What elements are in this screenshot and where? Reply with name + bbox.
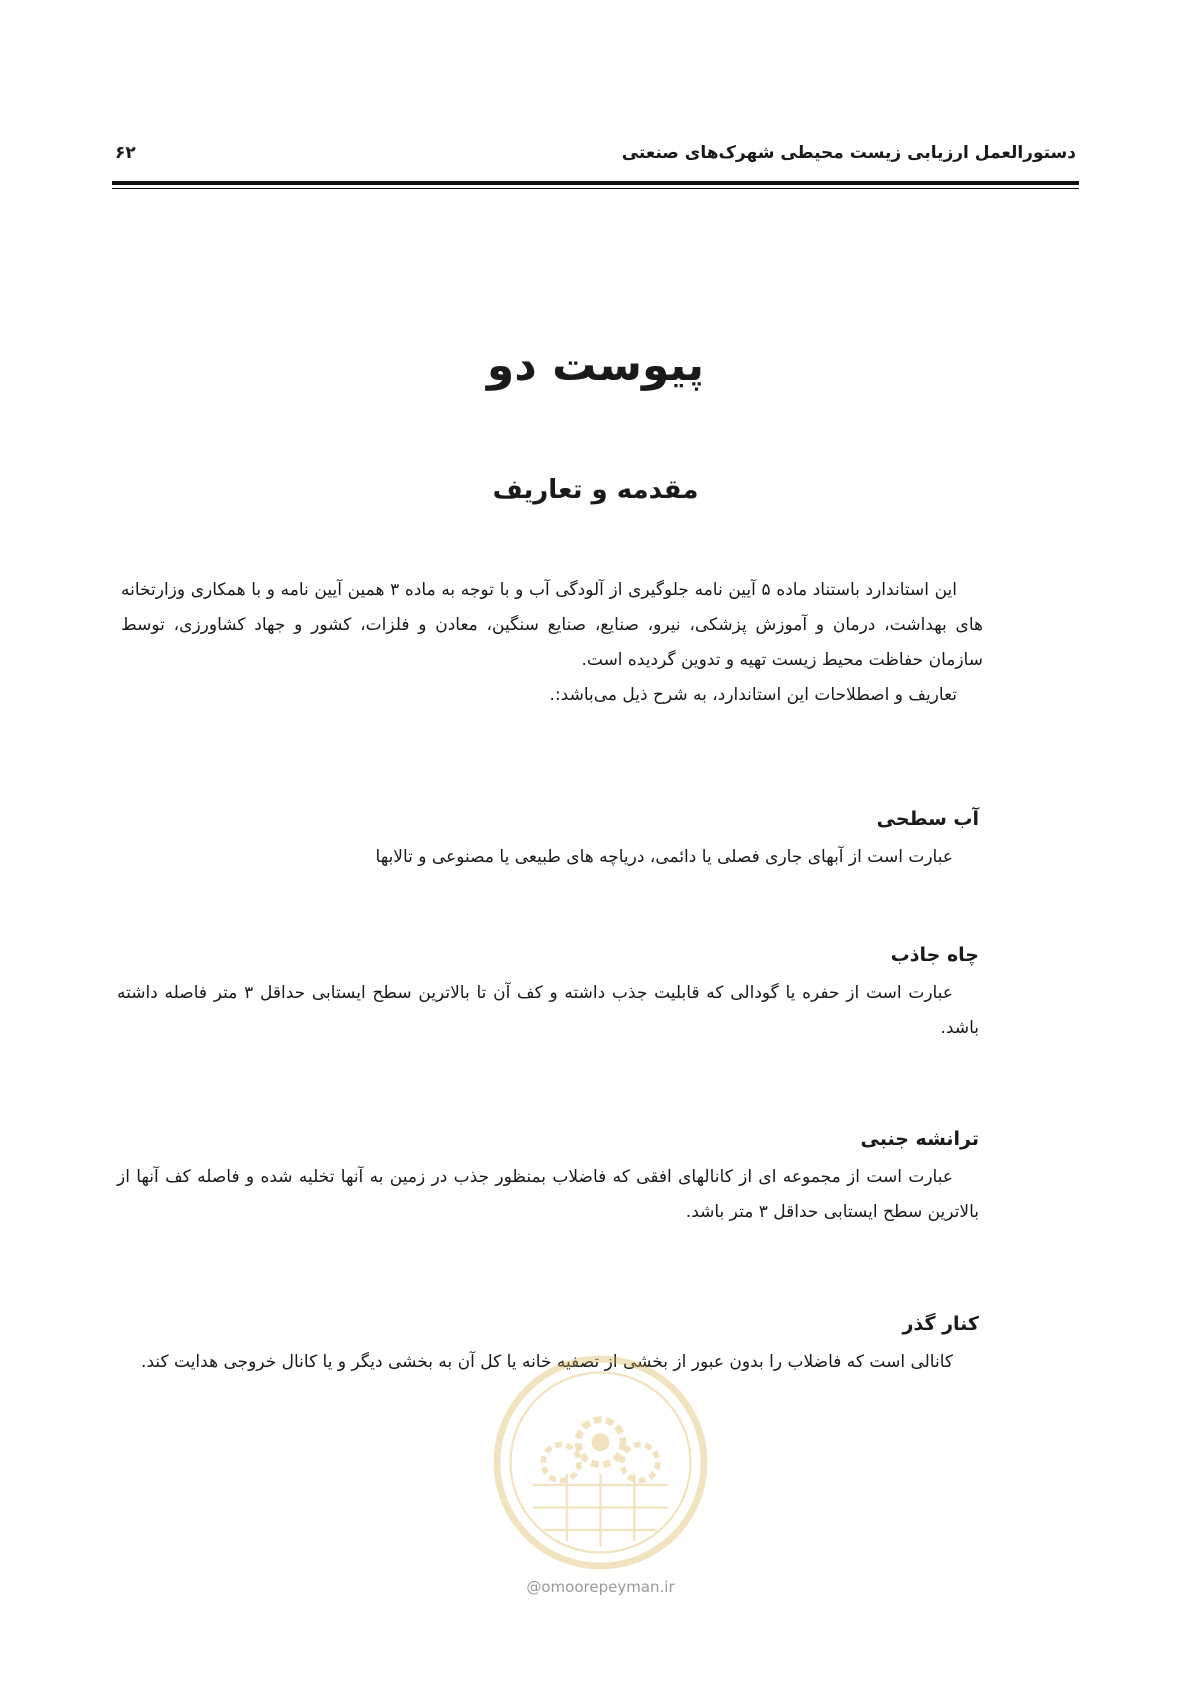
intro-paragraph-2: تعاریف و اصطلاحات این استاندارد، به شرح ذیل می‌باشد:. [549,685,957,705]
term-title: ترانشه جنبی [860,1128,979,1150]
term-title: کنار گذر [902,1313,979,1335]
term-definition: عبارت است از مجموعه ای از کانالهای افقی که فاضلاب بمنظور جذب در زمین به آنها تخلیه شده و فاصله کف آنها از بالاترین سطح ایستابی حداقل ۳ متر باشد. [117,1167,979,1222]
watermark-url: @omoorepeyman.ir [526,1578,675,1596]
term-definition: کانالی است که فاضلاب را بدون عبور از بخشی از تصفیه خانه یا کل آن به بخشی دیگر و یا کانال خروجی هدایت کند. [141,1352,953,1372]
term-title: آب سطحی [876,808,979,830]
term-side-trench [117,1128,979,1230]
term-definition: عبارت است از آبهای جاری فصلی یا دائمی، دریاچه های طبیعی یا مصنوعی و تالابها [375,847,953,867]
header-rule-thin [112,188,1079,189]
intro-paragraph-1: این استاندارد باستناد ماده ۵ آیین نامه جلوگیری از آلودگی آب و با توجه به ماده ۳ همین آیین نامه و با همکاری وزارتخانه های بهداشت، درمان و آموزش پزشکی، نیرو، صنایع، صنایع سنگین، معادن و فلزات، کشور و جهاد کشاورزی، توسط سازمان حفاظت محیط زیست تهیه و تدوین گردیده است. [121,580,983,670]
term-definition: عبارت است از حفره یا گودالی که قابلیت جذب داشته و کف آن تا بالاترین سطح ایستابی حداقل ۳ متر فاصله داشته باشد. [117,983,979,1038]
header-rule-thick [112,181,1079,185]
watermark-logo [488,1350,713,1575]
term-title: چاه جاذب [890,944,979,966]
page-number: ۶۲ [115,143,136,163]
section-title: مقدمه و تعاریف [492,475,699,505]
term-surface-water [117,808,979,875]
appendix-title: پیوست دو [486,340,705,391]
intro-text [121,573,983,713]
term-absorption-well [117,944,979,1046]
running-header [115,138,1076,168]
header-title: دستورالعمل ارزیابی زیست محیطی شهرک‌های صنعتی [621,143,1076,163]
